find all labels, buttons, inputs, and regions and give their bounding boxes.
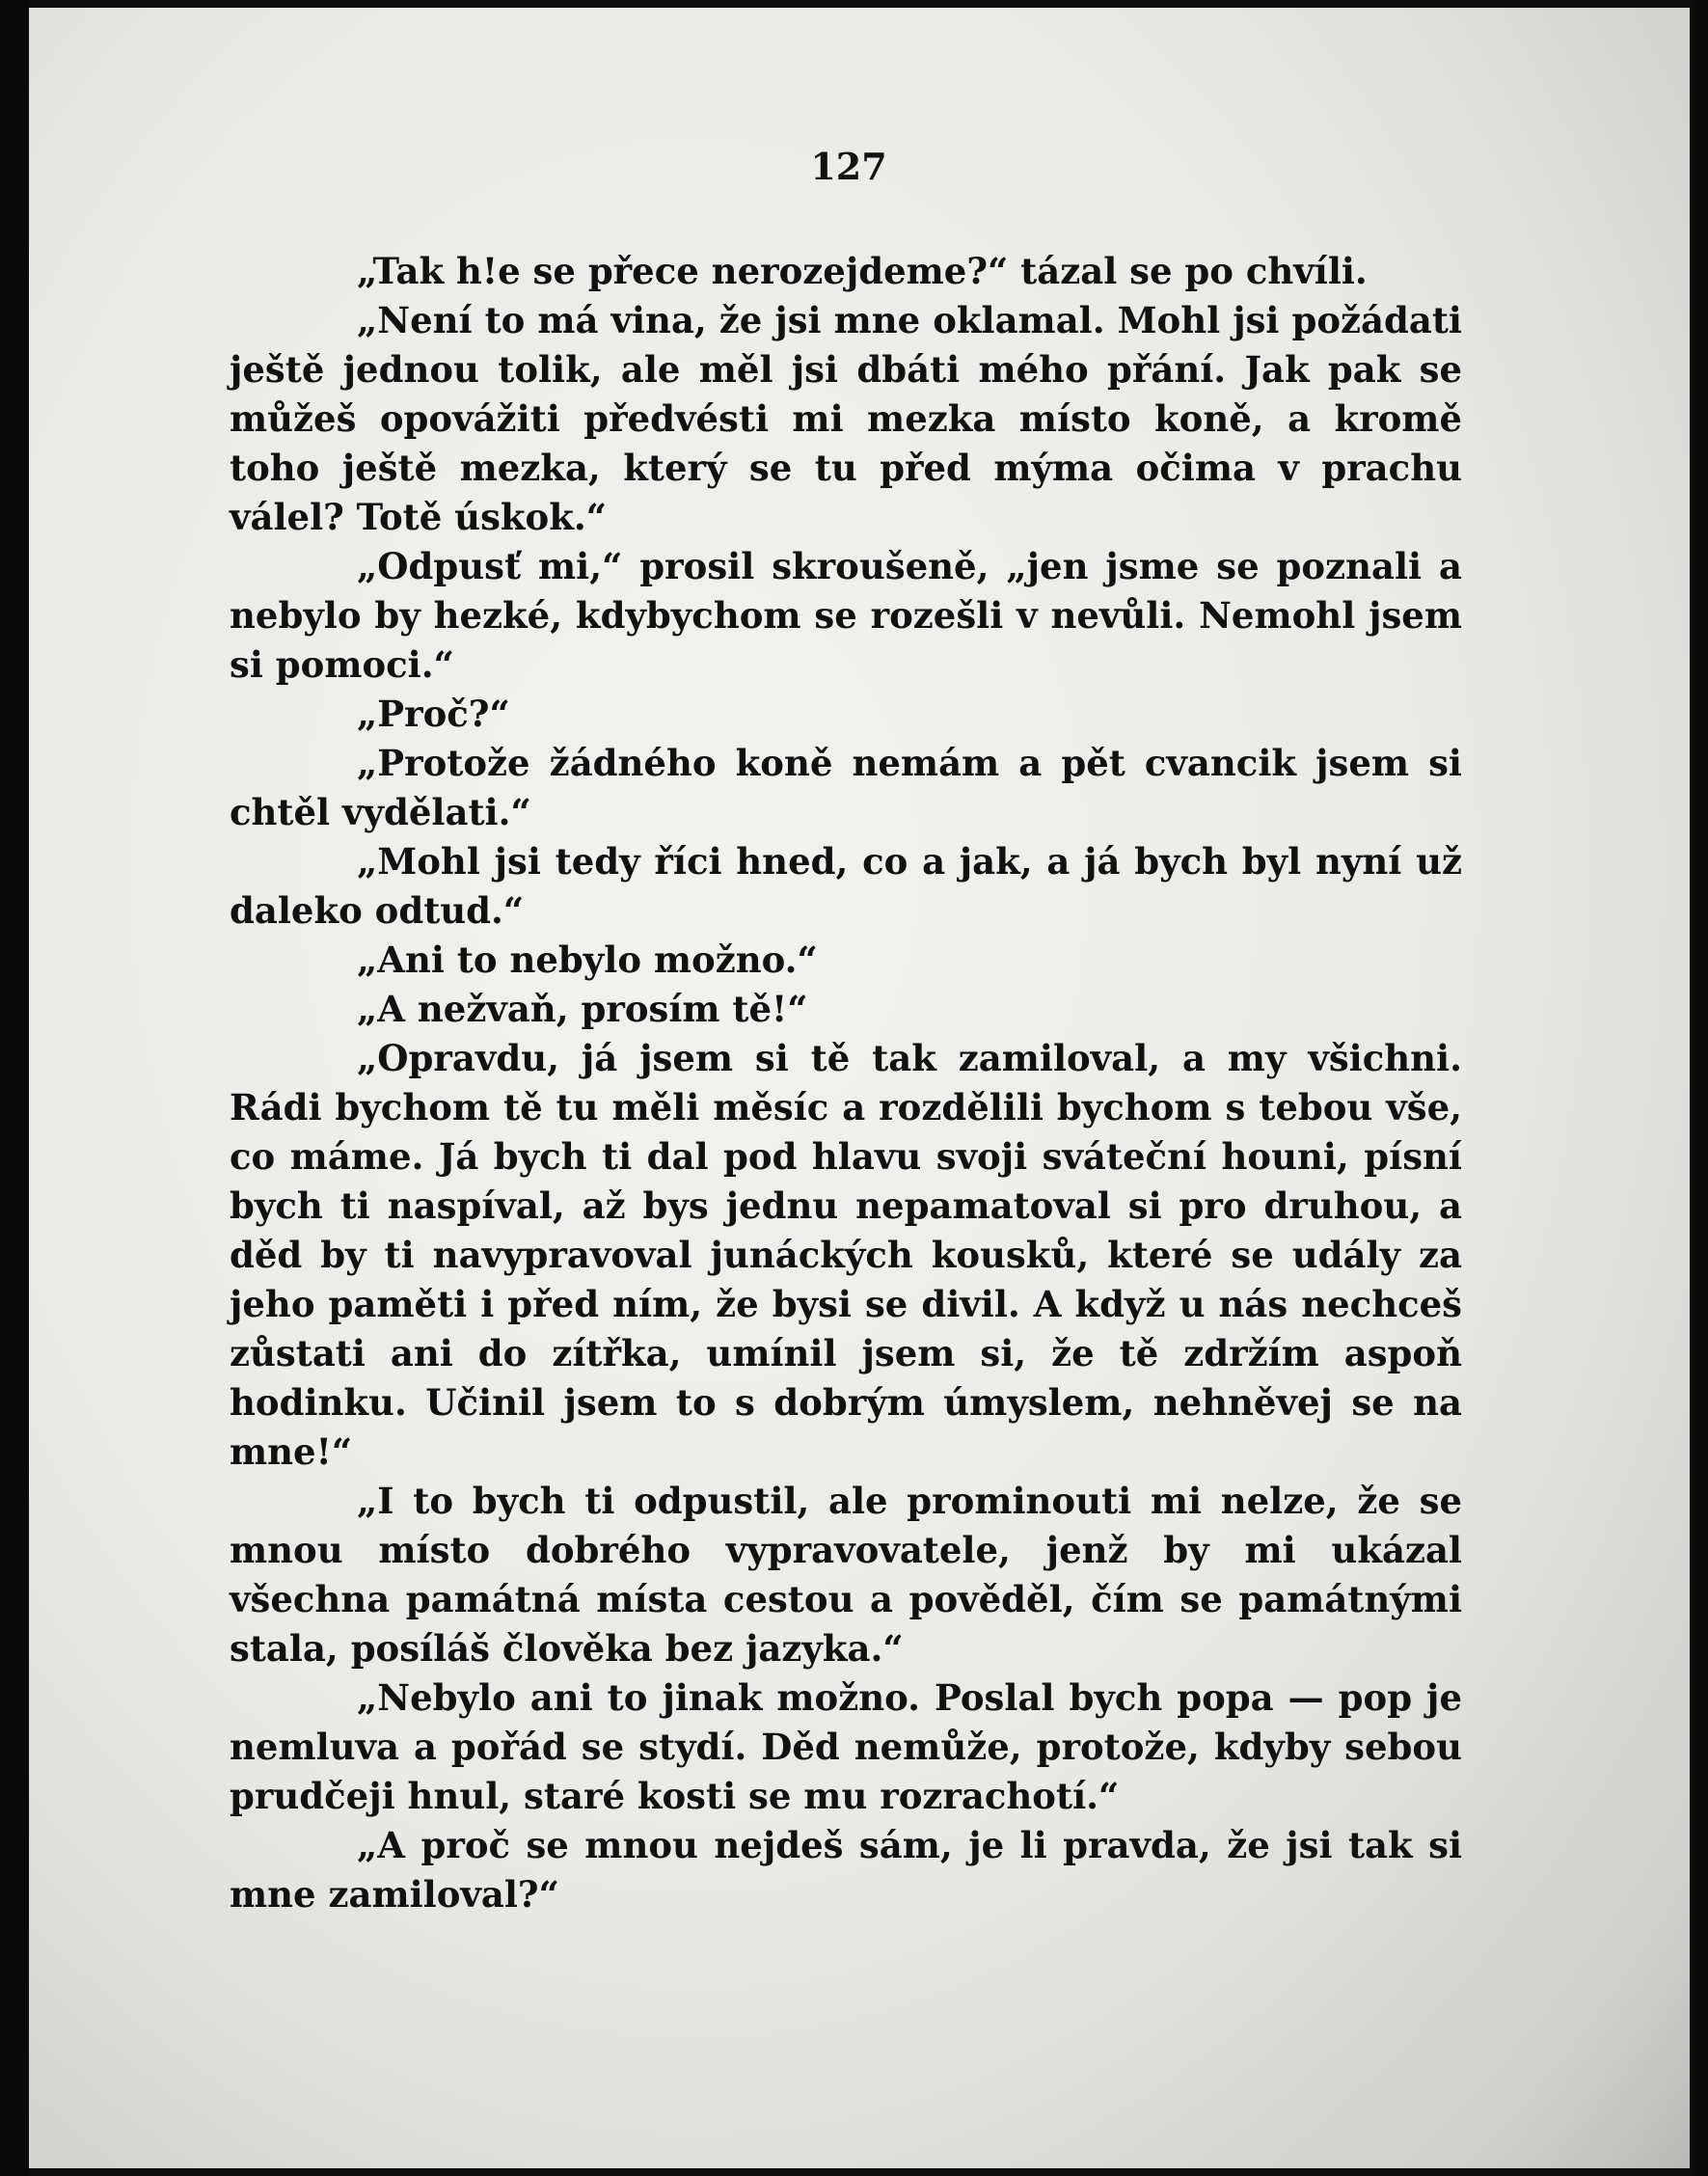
paragraph: „I to bych ti odpustil, ale prominouti mi nelze, že se mnou místo dobrého vypravovatele, jenž by mi ukázal všechna památná místa cestou a pověděl, čím se památnými stala, posíláš člověka bez jazyka.“ [230, 1480, 1462, 1670]
page-number: 127 [810, 145, 887, 188]
paragraph: „A proč se mnou nejdeš sám, je li pravda, že jsi tak si mne zamiloval?“ [230, 1824, 1462, 1916]
paragraph: „Opravdu, já jsem si tě tak zamiloval, a my všichni. Rádi bychom tě tu měli měsíc a rozdělili bychom s tebou vše, co máme. Já bych ti dal pod hlavu svoji sváteční houni, písní bych ti naspíval, až bys jednu nepamatoval si pro druhou, a děd by ti navypravoval junáckých kousků, které se udály za jeho paměti i před ním, že bysi se divil. A když u nás nechceš zůstati ani do zítřka, umínil jsem si, že tě zdržím aspoň hodinku. Učinil jsem to s dobrým úmyslem, nehněvej se na mne!“ [230, 1037, 1462, 1473]
paragraph: „Protože žádného koně nemám a pět cvancik jsem si chtěl vydělati.“ [230, 742, 1462, 833]
scan-right-edge [1693, 0, 1708, 2176]
scan-left-edge [0, 0, 29, 2176]
paragraph: „Nebylo ani to jinak možno. Poslal bych popa — pop je nemluva a pořád se stydí. Děd nemůže, protože, kdyby sebou prudčeji hnul, staré kosti se mu rozrachotí.“ [230, 1676, 1462, 1817]
paragraph: „Odpusť mi,“ prosil skroušeně, „jen jsme se poznali a nebylo by hezké, kdybychom se rozešli v nevůli. Nemohl jsem si pomoci.“ [230, 545, 1462, 686]
book-page [29, 8, 1690, 2168]
paragraph: „A nežvaň, prosím tě!“ [357, 988, 808, 1030]
paragraph: „Tak h!e se přece nerozejdeme?“ tázal se po chvíli. [357, 250, 1368, 292]
body-text [230, 247, 1462, 1919]
paragraph: „Proč?“ [357, 693, 510, 735]
paragraph: „Není to má vina, že jsi mne oklamal. Mohl jsi požádati ještě jednou tolik, ale měl jsi dbáti mého přání. Jak pak se můžeš opovážiti předvésti mi mezka místo koně, a kromě toho ještě mezka, který se tu před mýma očima v prachu válel? Totě úskok.“ [230, 299, 1462, 538]
paragraph: „Mohl jsi tedy říci hned, co a jak, a já bych byl nyní už daleko odtud.“ [230, 840, 1462, 932]
paragraph: „Ani to nebylo možno.“ [357, 938, 818, 981]
